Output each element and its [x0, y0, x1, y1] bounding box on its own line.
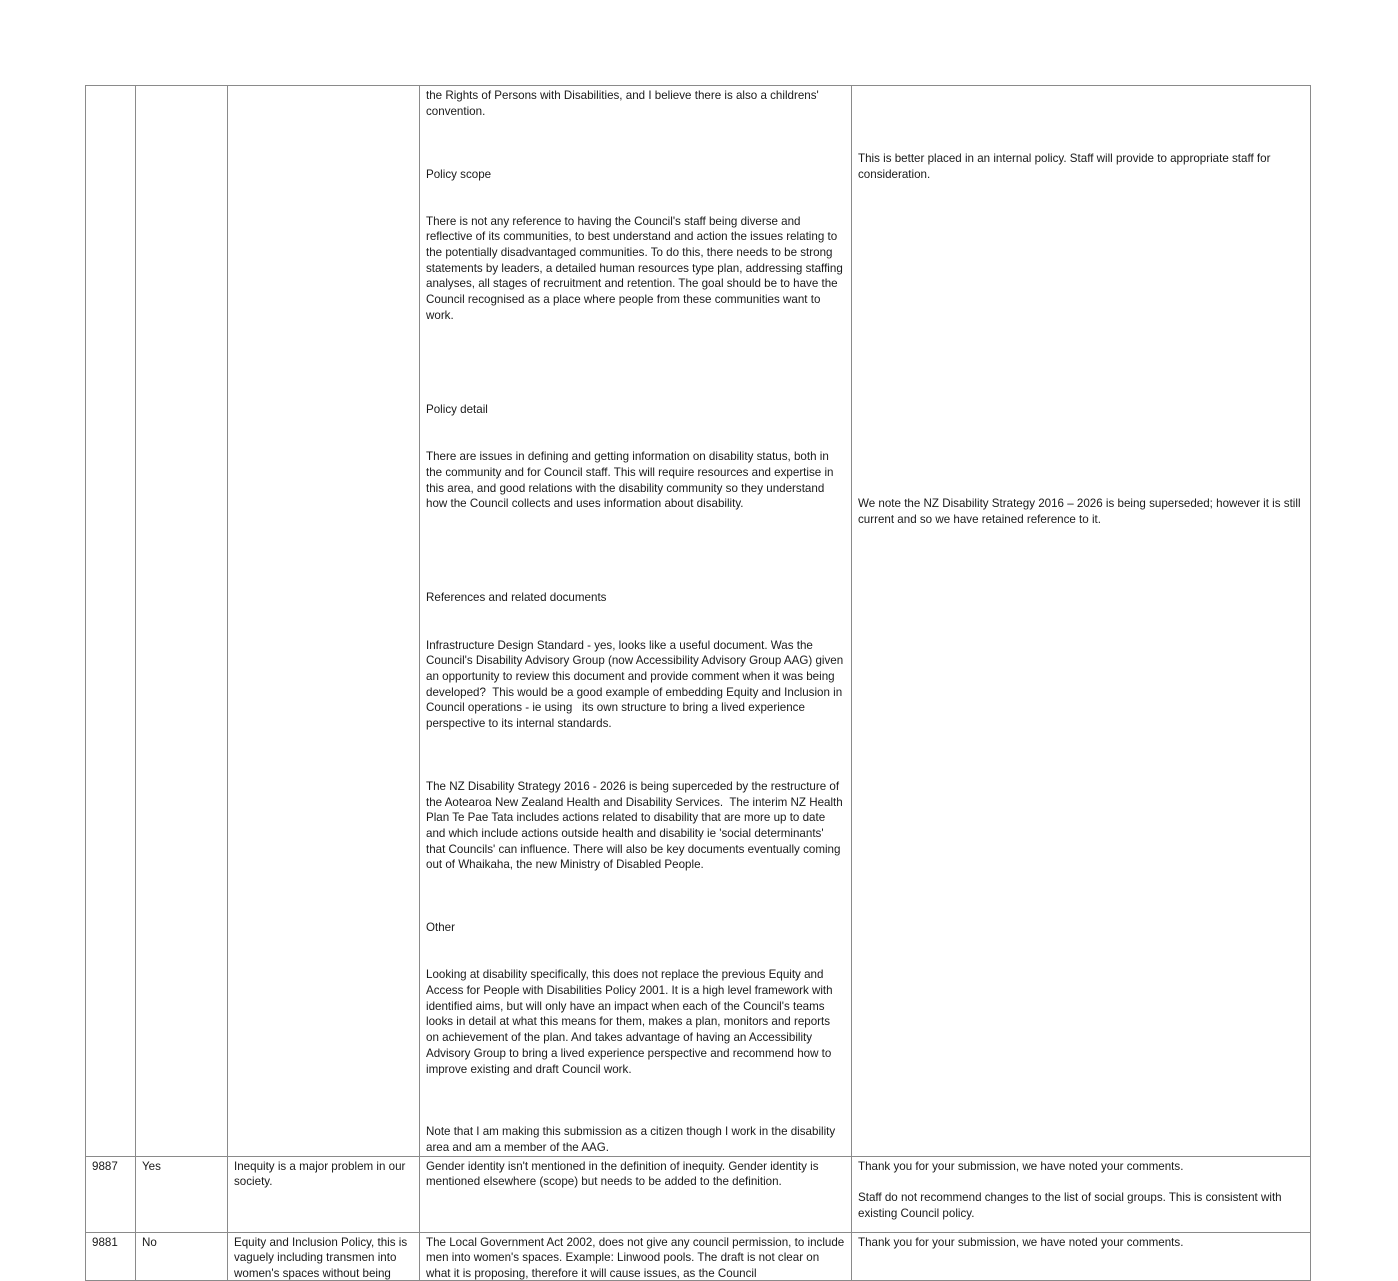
staff-response-cell	[852, 86, 1311, 1157]
staff-response-cell	[852, 1156, 1311, 1232]
submissions-table	[85, 85, 1311, 1281]
policy-scope-section	[426, 135, 845, 355]
submission-comment-cell	[420, 1232, 852, 1280]
summary-cell	[228, 1232, 420, 1280]
response-spacer	[858, 88, 1304, 151]
submission-id-cell: 9887	[86, 1156, 136, 1232]
other-heading: Other	[426, 921, 455, 935]
support-cell	[136, 86, 228, 1157]
response-spacer	[858, 182, 1304, 496]
references-section	[426, 559, 845, 763]
table-row	[86, 1232, 1311, 1280]
summary-cell: Inequity is a major problem in our society.	[228, 1156, 420, 1232]
submission-comment-cell: Gender identity isn't mentioned in the definition of inequity. Gender identity is mentioned elsewhere (scope) but needs to be added to the definition.	[420, 1156, 852, 1232]
policy-scope-heading: Policy scope	[426, 167, 492, 181]
comment-text: The Local Government Act 2002, does not give any council permission, to include men into women's spaces. Example: Linwood pools. The draft is not clear on what it is proposing, therefore it will cause issues, as the Council	[426, 1235, 845, 1280]
policy-detail-heading: Policy detail	[426, 403, 488, 417]
submitter-note: Note that I am making this submission as a citizen though I work in the disability area and am a member of the AAG.	[426, 1125, 839, 1155]
summary-text: Equity and Inclusion Policy, this is vaguely including transmen into women's spaces without being	[234, 1235, 408, 1280]
support-cell: No	[136, 1232, 228, 1280]
disability-strategy-paragraph: The NZ Disability Strategy 2016 - 2026 is being superceded by the restructure of the Aotearoa New Zealand Health and Disability Services. The interim NZ Health Plan Te Pae Tata includes actions related to disability that are more up to date and which include actions outside health and disability ie 'social determinants' that Councils' can influence. There will also be key documents eventually coming out of Whaikaha, the new Ministry of Disabled People.	[426, 779, 846, 872]
summary-cell	[228, 86, 420, 1157]
references-body: Infrastructure Design Standard - yes, looks like a useful document. Was the Council's Disability Advisory Group (now Accessibility Advisory Group AAG) given an opportunity to review this document and provide comment when it was being developed? This would be a good example of embedding Equity and Inclusion in Council operations - ie using its own structure to bring a lived experience perspective to its internal standards.	[426, 638, 847, 731]
policy-detail-body: There are issues in defining and getting information on disability status, both in the community and for Council staff. This will require resources and expertise in this area, and good relations with the disability community so they understand how the Council collects and uses information about disability.	[426, 450, 837, 511]
references-heading: References and related documents	[426, 591, 607, 605]
response-detail: Staff do not recommend changes to the list of social groups. This is consistent with existing Council policy.	[858, 1191, 1285, 1220]
other-body: Looking at disability specifically, this does not replace the previous Equity and Access for People with Disabilities Policy 2001. It is a high level framework with identified aims, but will only have an impact when each of the Council's teams looks in detail at what this means for them, makes a plan, monitors and reports on achievement of the plan. And takes advantage of having an Accessibility Advisory Group to bring a lived experience perspective and recommend how to improve existing and draft Council work.	[426, 968, 836, 1076]
policy-detail-section	[426, 371, 845, 544]
submission-id-cell: 9881	[86, 1232, 136, 1280]
strategy-response: We note the NZ Disability Strategy 2016 – 2026 is being superseded; however it is still current and so we have retained reference to it.	[858, 497, 1301, 526]
table-row	[86, 1156, 1311, 1232]
other-section	[426, 889, 845, 1109]
support-cell: Yes	[136, 1156, 228, 1232]
scope-response: This is better placed in an internal policy. Staff will provide to appropriate staff for consideration.	[858, 151, 1271, 181]
policy-scope-body: There is not any reference to having the Council's staff being diverse and reflective of its communities, to best understand and action the issues relating to the potentially disadvantaged communities. To do this, there needs to be strong statements by leaders, a detailed human resources type plan, addressing staffing analyses, all stages of recruitment and retention. The goal should be to have the Council recognised as a place where people from these communities want to work.	[426, 214, 846, 322]
submission-comment-cell	[420, 86, 852, 1157]
table-row	[86, 86, 1311, 1157]
staff-response-cell: Thank you for your submission, we have noted your comments.	[852, 1232, 1311, 1280]
submission-id-cell	[86, 86, 136, 1157]
response-acknowledgement: Thank you for your submission, we have noted your comments.	[858, 1159, 1184, 1173]
comment-intro: the Rights of Persons with Disabilities, and I believe there is also a childrens' convention.	[426, 89, 822, 118]
